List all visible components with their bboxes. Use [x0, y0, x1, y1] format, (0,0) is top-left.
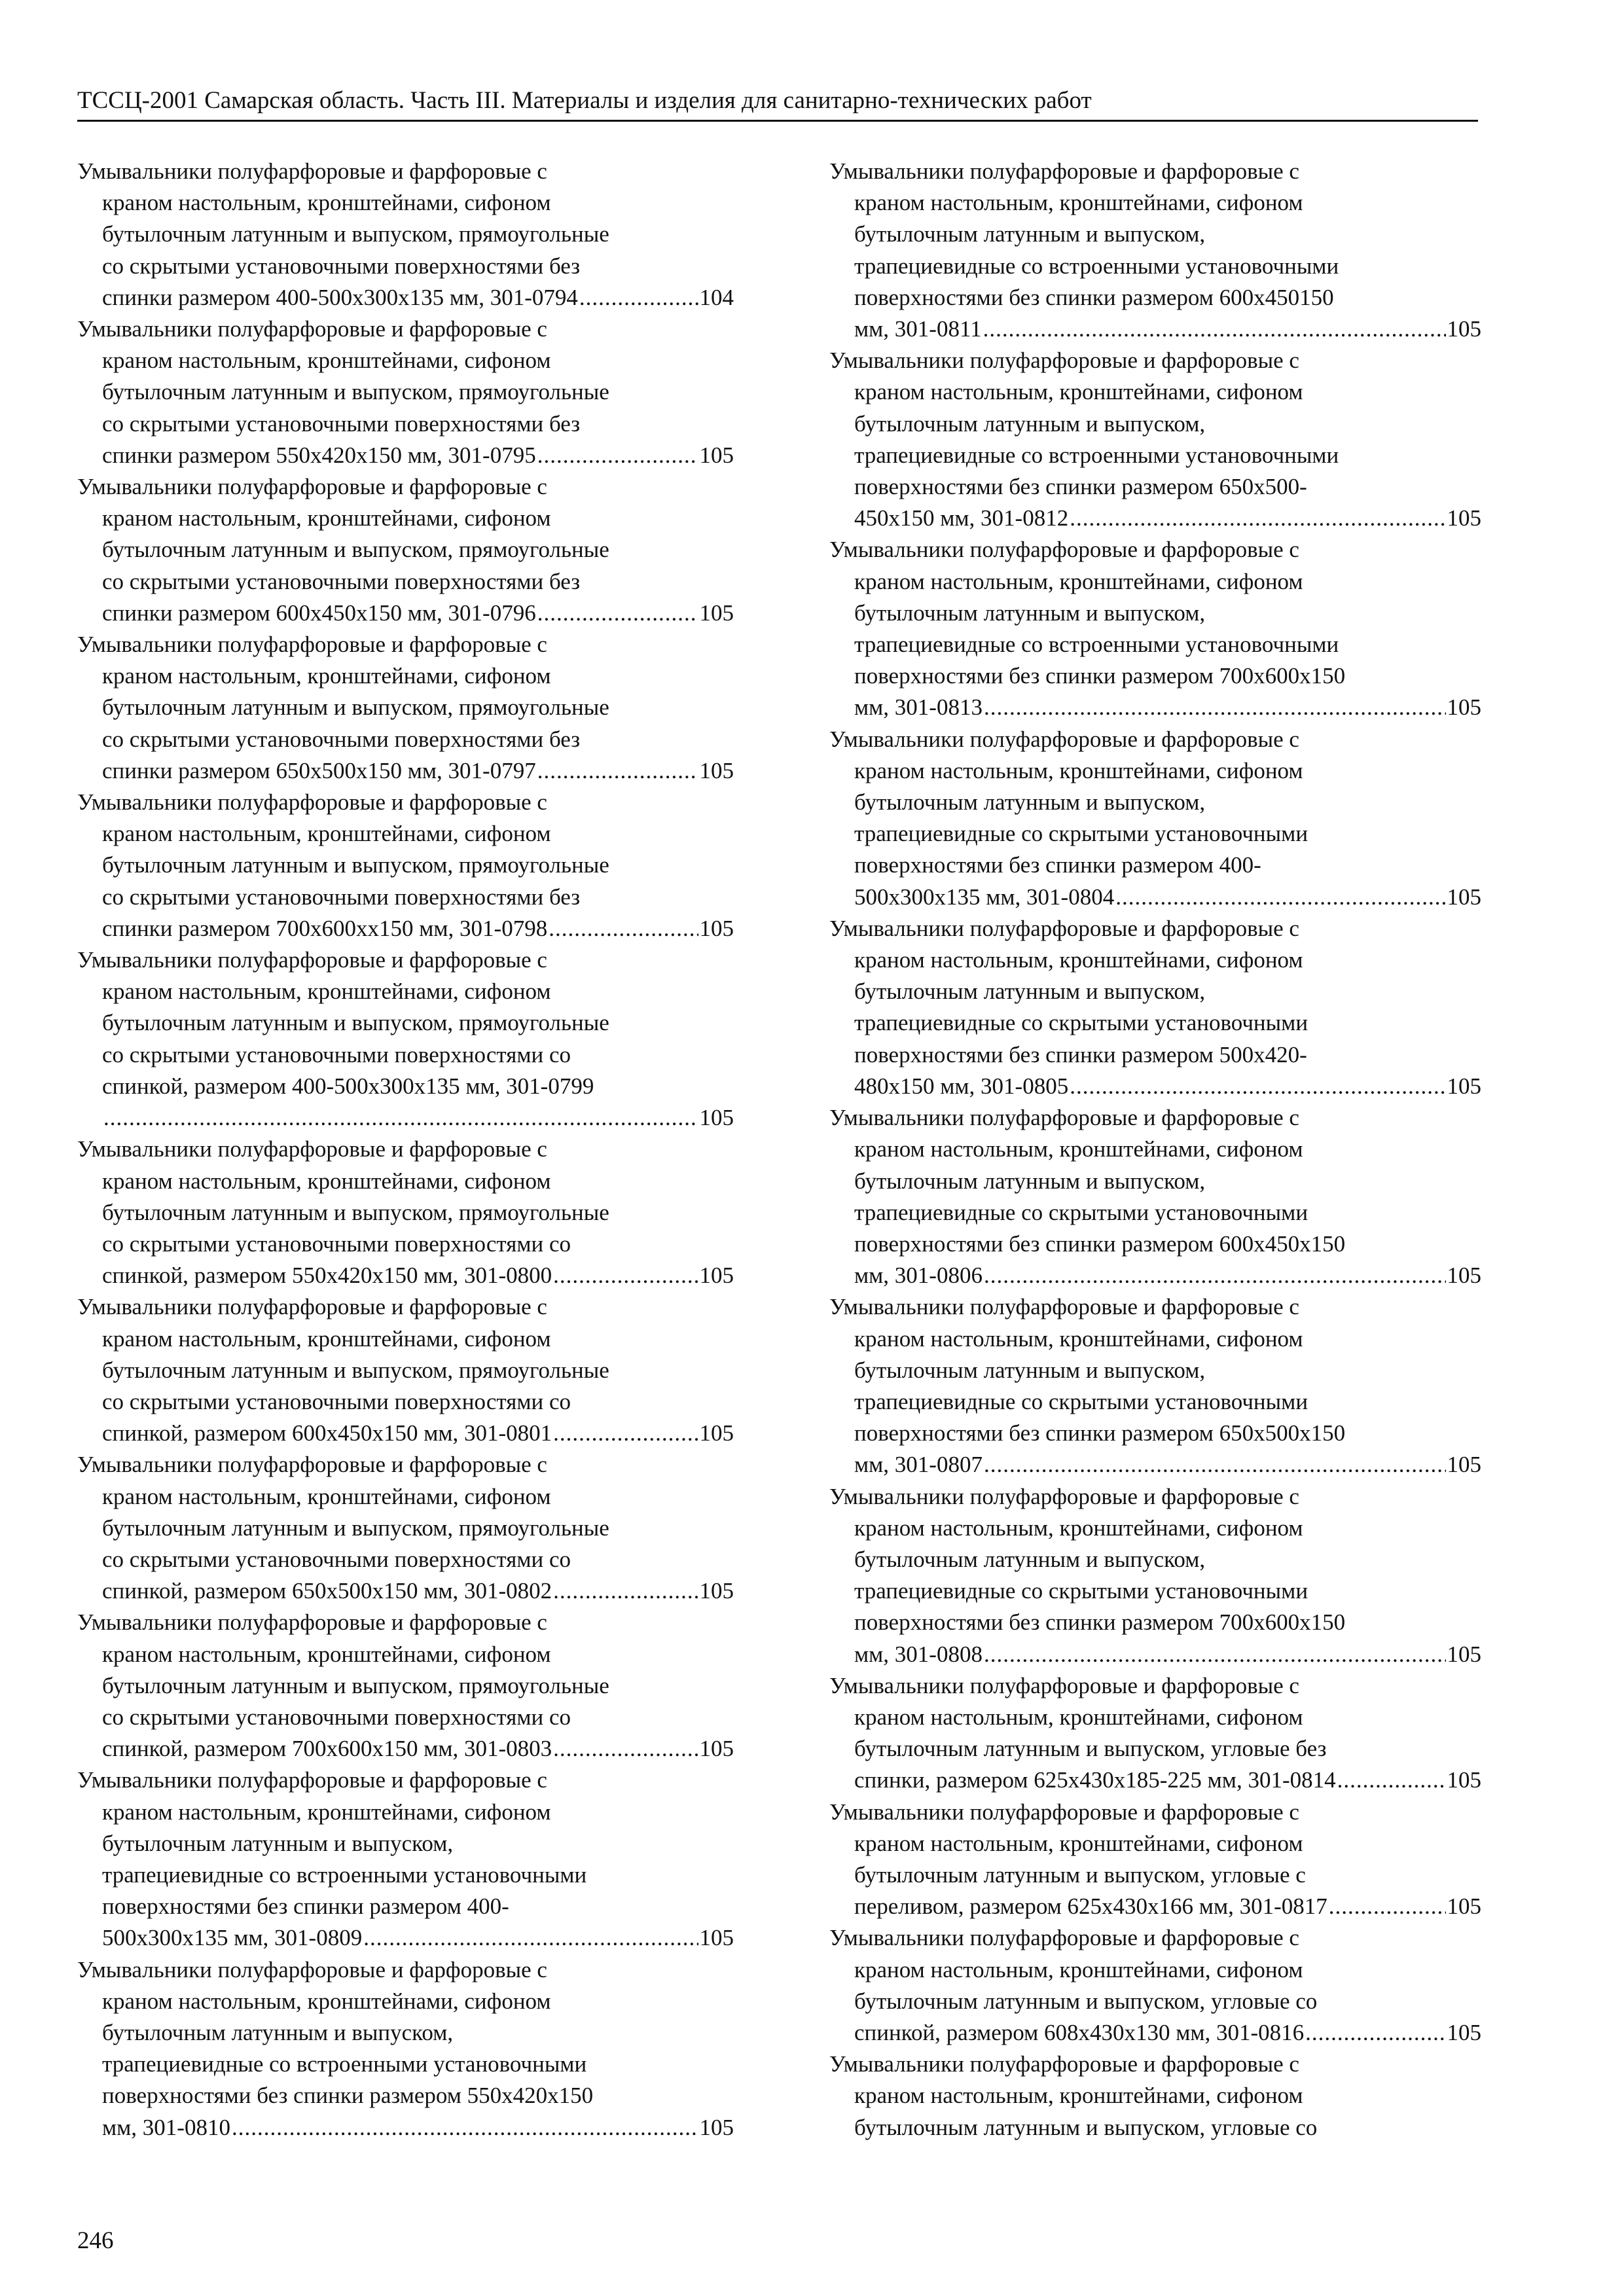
- entry-text-line: со скрытыми установочными поверхностями без: [102, 410, 581, 437]
- dot-leader: [553, 1733, 698, 1765]
- entry-text-line: краном настольным, кронштейнами, сифоном: [102, 348, 551, 374]
- index-entry: [77, 471, 734, 629]
- entry-text-line: со скрытыми установочными поверхностями без: [102, 884, 581, 910]
- entry-text-line: трапециевидные со скрытыми установочными: [854, 1010, 1308, 1036]
- entry-text-line: бутылочным латунным и выпуском, угловые с: [854, 1861, 1306, 1888]
- entry-text-line: бутылочным латунным и выпуском, прямоугольные: [102, 694, 609, 721]
- entry-title-line: Умывальники полуфарфоровые и фарфоровые с: [77, 632, 547, 658]
- entry-page-number: 105: [1447, 694, 1481, 721]
- entry-text-line: трапециевидные со встроенными установочными: [854, 253, 1339, 279]
- entry-code-text: спинкой, размером 550x420x150 мм, 301-0800: [102, 1263, 552, 1289]
- entry-text-line: краном настольным, кронштейнами, сифоном: [102, 1168, 551, 1194]
- entry-code-text: 450x150 мм, 301-0812: [854, 505, 1069, 531]
- dot-leader: [103, 1102, 698, 1134]
- entry-text-line: поверхностями без спинки размером 700x600x150: [854, 663, 1346, 689]
- entry-text-line: трапециевидные со встроенными установочными: [854, 442, 1339, 468]
- dot-leader: [983, 314, 1446, 345]
- index-entry: [77, 1954, 734, 2144]
- entry-text-line: краном настольным, кронштейнами, сифоном: [102, 1799, 551, 1825]
- dot-leader: [1305, 2017, 1445, 2049]
- entry-text-line: трапециевидные со скрытыми установочными: [854, 821, 1308, 847]
- entry-code-text: мм, 301-0808: [854, 1641, 983, 1667]
- entry-code-text: 480x150 мм, 301-0805: [854, 1073, 1069, 1099]
- entry-last-line: [77, 1575, 734, 1607]
- entry-text-line: бутылочным латунным и выпуском, прямоугольные: [102, 537, 609, 563]
- entry-code-text: мм, 301-0807: [854, 1452, 983, 1478]
- index-entry: [77, 787, 734, 944]
- entry-title-line: Умывальники полуфарфоровые и фарфоровые с: [77, 158, 547, 184]
- entry-text-line: бутылочным латунным и выпуском,: [854, 410, 1206, 437]
- entry-text-line: краном настольным, кронштейнами, сифоном: [854, 947, 1303, 973]
- entry-last-line: [829, 882, 1481, 913]
- entry-title-line: Умывальники полуфарфоровые и фарфоровые с: [829, 1672, 1299, 1698]
- entry-title-line: Умывальники полуфарфоровые и фарфоровые с: [77, 1452, 547, 1478]
- entry-page-number: 105: [699, 1105, 734, 1131]
- entry-text-line: трапециевидные со скрытыми установочными: [854, 1388, 1308, 1414]
- dot-leader: [553, 1260, 698, 1291]
- entry-page-number: 105: [1447, 1893, 1481, 1920]
- entry-text-line: краном настольным, кронштейнами, сифоном: [854, 1325, 1303, 1352]
- entry-code-text: спинки, размером 625x430x185-225 мм, 301-0814: [854, 1767, 1336, 1793]
- dot-leader: [1329, 1891, 1446, 1922]
- entry-text-line: бутылочным латунным и выпуском,: [854, 1546, 1206, 1572]
- entry-title-line: Умывальники полуфарфоровые и фарфоровые с: [77, 474, 547, 500]
- entry-text-line: бутылочным латунным и выпуском, прямоугольные: [102, 1010, 609, 1036]
- entry-last-line: [77, 440, 734, 471]
- entry-text-line: трапециевидные со встроенными установочными: [102, 1861, 587, 1888]
- entry-text-line: бутылочным латунным и выпуском, прямоугольные: [102, 852, 609, 878]
- entry-last-line: [829, 1639, 1481, 1670]
- dot-leader: [537, 598, 698, 629]
- index-entry: [77, 1765, 734, 1954]
- entry-text-line: краном настольным, кронштейнами, сифоном: [102, 1325, 551, 1352]
- entry-text-line: бутылочным латунным и выпуском, прямоугольные: [102, 221, 609, 247]
- entry-last-line: [77, 913, 734, 944]
- entry-page-number: 105: [699, 442, 734, 468]
- entry-last-line: [829, 1071, 1481, 1102]
- entry-text-line: краном настольным, кронштейнами, сифоном: [854, 1830, 1303, 1856]
- entry-title-line: Умывальники полуфарфоровые и фарфоровые с: [829, 726, 1299, 752]
- entry-code-text: спинки размером 650x500x150 мм, 301-0797: [102, 757, 536, 783]
- entry-title-line: Умывальники полуфарфоровые и фарфоровые с: [829, 1925, 1299, 1951]
- entry-title-line: Умывальники полуфарфоровые и фарфоровые с: [829, 348, 1299, 374]
- entry-last-line: [829, 314, 1481, 345]
- entry-last-line: [77, 1260, 734, 1291]
- entry-code-text: спинкой, размером 650x500x150 мм, 301-0802: [102, 1578, 552, 1604]
- entry-title-line: Умывальники полуфарфоровые и фарфоровые с: [77, 789, 547, 816]
- entry-code-text: 500x300x135 мм, 301-0809: [102, 1925, 363, 1951]
- entry-page-number: 105: [1447, 505, 1481, 531]
- dot-leader: [984, 692, 1446, 723]
- entry-text-line: краном настольным, кронштейнами, сифоном: [102, 663, 551, 689]
- entry-title-line: Умывальники полуфарфоровые и фарфоровые с: [77, 1956, 547, 1982]
- entry-text-line: трапециевидные со скрытыми установочными: [854, 1578, 1308, 1604]
- entry-page-number: 105: [1447, 2019, 1481, 2045]
- entry-last-line: [829, 1449, 1481, 1480]
- index-entry: [829, 1481, 1481, 1670]
- entry-page-number: 105: [699, 1925, 734, 1951]
- entry-text-line: бутылочным латунным и выпуском, угловые без: [854, 1736, 1327, 1762]
- entry-last-line: [77, 282, 734, 314]
- index-entry: [77, 944, 734, 1134]
- entry-page-number: 105: [1447, 1073, 1481, 1099]
- entry-text-line: бутылочным латунным и выпуском, прямоугольные: [102, 1357, 609, 1383]
- dot-leader: [579, 282, 698, 314]
- entry-code-text: спинки размером 600x450x150 мм, 301-0796: [102, 600, 536, 626]
- entry-text-line: со скрытыми установочными поверхностями со: [102, 1388, 571, 1414]
- entry-text-line: бутылочным латунным и выпуском,: [854, 1168, 1206, 1194]
- entry-page-number: 105: [699, 757, 734, 783]
- entry-code-text: 500x300x135 мм, 301-0804: [854, 884, 1115, 910]
- entry-text-line: краном настольным, кронштейнами, сифоном: [102, 1483, 551, 1509]
- entry-text-line: краном настольным, кронштейнами, сифоном: [854, 1956, 1303, 1982]
- index-entry: [77, 1607, 734, 1765]
- entry-title-line: Умывальники полуфарфоровые и фарфоровые с: [829, 2051, 1299, 2077]
- entry-page-number: 104: [699, 284, 734, 310]
- dot-leader: [537, 755, 698, 787]
- dot-leader: [232, 2112, 698, 2144]
- entry-text-line: краном настольным, кронштейнами, сифоном: [854, 757, 1303, 783]
- entry-text-line: поверхностями без спинки размером 600x450150: [854, 284, 1334, 310]
- index-entry: [829, 156, 1481, 345]
- entry-text-line: краном настольным, кронштейнами, сифоном: [102, 1988, 551, 2014]
- entry-code-text: спинки размером 700x600xx150 мм, 301-0798: [102, 915, 548, 941]
- entry-text-line: трапециевидные со скрытыми установочными: [854, 1199, 1308, 1225]
- entry-text-line: краном настольным, кронштейнами, сифоном: [854, 1515, 1303, 1541]
- dot-leader: [553, 1418, 698, 1449]
- index-entry: [77, 629, 734, 787]
- page-number: 246: [77, 2227, 114, 2254]
- dot-leader: [1070, 1071, 1445, 1102]
- entry-text-line: бутылочным латунным и выпуском,: [854, 789, 1206, 816]
- dot-leader: [553, 1575, 698, 1607]
- entry-text-line: бутылочным латунным и выпуском, прямоугольные: [102, 1515, 609, 1541]
- entry-text-line: бутылочным латунным и выпуском, прямоугольные: [102, 379, 609, 405]
- dot-leader: [363, 1922, 698, 1954]
- entry-title-line: Умывальники полуфарфоровые и фарфоровые с: [77, 1767, 547, 1793]
- index-entry: [829, 1670, 1481, 1797]
- entry-last-line: [829, 2017, 1481, 2049]
- header-rule: [77, 120, 1478, 122]
- entry-page-number: 105: [1447, 884, 1481, 910]
- entry-title-line: Умывальники полуфарфоровые и фарфоровые с: [829, 1105, 1299, 1131]
- entry-text-line: со скрытыми установочными поверхностями со: [102, 1704, 571, 1730]
- entry-text-line: поверхностями без спинки размером 400-: [102, 1893, 509, 1920]
- entry-page-number: 105: [699, 1578, 734, 1604]
- entry-text-line: краном настольным, кронштейнами, сифоном: [854, 1136, 1303, 1162]
- entry-text-line: бутылочным латунным и выпуском,: [854, 221, 1206, 247]
- index-entry: [77, 156, 734, 314]
- index-entry: [829, 724, 1481, 913]
- entry-text-line: краном настольным, кронштейнами, сифоном: [854, 190, 1303, 216]
- entry-text-line: краном настольным, кронштейнами, сифоном: [102, 1641, 551, 1667]
- entry-text-line: поверхностями без спинки размером 650x500-: [854, 474, 1307, 500]
- entry-text-line: поверхностями без спинки размером 700x600x150: [854, 1609, 1346, 1636]
- entry-text-line: бутылочным латунным и выпуском, угловые со: [854, 1988, 1318, 2014]
- dot-leader: [984, 1260, 1446, 1291]
- dot-leader: [537, 440, 698, 471]
- entry-code-text: спинки размером 550x420x150 мм, 301-0795: [102, 442, 536, 468]
- entry-title-line: Умывальники полуфарфоровые и фарфоровые с: [77, 1294, 547, 1320]
- entry-text-line: трапециевидные со встроенными установочными: [854, 632, 1339, 658]
- entry-last-line: [77, 1922, 734, 1954]
- entry-text-line: со скрытыми установочными поверхностями без: [102, 253, 581, 279]
- entry-page-number: 105: [1447, 1767, 1481, 1793]
- entry-code-text: спинкой, размером 700x600x150 мм, 301-0803: [102, 1736, 552, 1762]
- entry-page-number: 105: [1447, 316, 1481, 342]
- entry-text-line: со скрытыми установочными поверхностями без: [102, 726, 581, 752]
- entry-page-number: 105: [699, 600, 734, 626]
- entry-text-line: бутылочным латунным и выпуском,: [102, 2019, 454, 2045]
- entry-last-line: [829, 503, 1481, 534]
- entry-code-text: мм, 301-0811: [854, 316, 982, 342]
- index-entry: [829, 345, 1481, 534]
- entry-text-line: со скрытыми установочными поверхностями без: [102, 568, 581, 594]
- entry-page-number: 105: [699, 1736, 734, 1762]
- entry-last-line: [77, 598, 734, 629]
- dot-leader: [1115, 882, 1445, 913]
- index-entry: [829, 1922, 1481, 2049]
- entry-last-line: [829, 1891, 1481, 1922]
- entry-title-line: Умывальники полуфарфоровые и фарфоровые с: [77, 1136, 547, 1162]
- entry-title-line: Умывальники полуфарфоровые и фарфоровые с: [829, 1799, 1299, 1825]
- dot-leader: [984, 1449, 1446, 1480]
- entry-title-line: Умывальники полуфарфоровые и фарфоровые с: [829, 158, 1299, 184]
- entry-text-line: краном настольным, кронштейнами, сифоном: [102, 821, 551, 847]
- entry-last-line: [77, 755, 734, 787]
- entry-code-text: спинкой, размером 600x450x150 мм, 301-0801: [102, 1420, 552, 1446]
- entry-text-line: со скрытыми установочными поверхностями со: [102, 1230, 571, 1257]
- entry-last-line: [829, 1765, 1481, 1796]
- dot-leader: [984, 1639, 1446, 1670]
- entry-page-number: 105: [1447, 1263, 1481, 1289]
- index-entry: [829, 1291, 1481, 1480]
- dot-leader: [1337, 1765, 1446, 1796]
- entry-text-line: краном настольным, кронштейнами, сифоном: [854, 568, 1303, 594]
- entry-code-text: мм, 301-0810: [102, 2114, 230, 2140]
- entry-text-line: бутылочным латунным и выпуском,: [854, 600, 1206, 626]
- index-entry: [829, 534, 1481, 723]
- entry-page-number: 105: [699, 2114, 734, 2140]
- index-entry: [829, 1797, 1481, 1923]
- entry-title-line: Умывальники полуфарфоровые и фарфоровые с: [829, 537, 1299, 563]
- entry-last-line: [829, 1260, 1481, 1291]
- entry-text-line: бутылочным латунным и выпуском,: [854, 978, 1206, 1005]
- entry-last-line: [77, 1102, 734, 1134]
- entry-last-line: [829, 692, 1481, 723]
- entry-text-line: поверхностями без спинки размером 650x500x150: [854, 1420, 1346, 1446]
- entry-text-line: трапециевидные со встроенными установочными: [102, 2051, 587, 2077]
- entry-text-line: бутылочным латунным и выпуском, угловые со: [854, 2114, 1318, 2140]
- entry-title-line: Умывальники полуфарфоровые и фарфоровые с: [829, 915, 1299, 941]
- entry-page-number: 105: [699, 1420, 734, 1446]
- entry-code-text: мм, 301-0806: [854, 1263, 983, 1289]
- entry-code-text: мм, 301-0813: [854, 694, 983, 721]
- entry-text-line: со скрытыми установочными поверхностями со: [102, 1546, 571, 1572]
- index-entry: [77, 1291, 734, 1449]
- entry-text-line: краном настольным, кронштейнами, сифоном: [102, 505, 551, 531]
- index-column-right: [829, 156, 1481, 2144]
- index-entry: [829, 913, 1481, 1102]
- entry-text-line: поверхностями без спинки размером 400-: [854, 852, 1261, 878]
- entry-code-text: спинкой, размером 608x430x130 мм, 301-0816: [854, 2019, 1305, 2045]
- index-entry: [77, 314, 734, 471]
- entry-text-line: бутылочным латунным и выпуском, прямоугольные: [102, 1199, 609, 1225]
- entry-page-number: 105: [1447, 1641, 1481, 1667]
- entry-text-line: бутылочным латунным и выпуском,: [102, 1830, 454, 1856]
- entry-last-line: [77, 2112, 734, 2144]
- running-header: ТССЦ-2001 Самарская область. Часть III. Материалы и изделия для санитарно-технических работ: [77, 87, 1092, 114]
- index-column-left: [77, 156, 734, 2144]
- entry-text-line: поверхностями без спинки размером 600x450x150: [854, 1230, 1346, 1257]
- entry-text-line: краном настольным, кронштейнами, сифоном: [102, 190, 551, 216]
- entry-text-line: спинкой, размером 400-500x300x135 мм, 301-0799: [102, 1073, 594, 1099]
- entry-text-line: краном настольным, кронштейнами, сифоном: [854, 379, 1303, 405]
- dot-leader: [1070, 503, 1445, 534]
- index-entry: [829, 2049, 1481, 2144]
- entry-text-line: со скрытыми установочными поверхностями со: [102, 1041, 571, 1067]
- entry-page-number: 105: [699, 1263, 734, 1289]
- entry-code-text: переливом, размером 625x430x166 мм, 301-0817: [854, 1893, 1327, 1920]
- index-entry: [77, 1449, 734, 1607]
- entry-title-line: Умывальники полуфарфоровые и фарфоровые с: [77, 947, 547, 973]
- entry-title-line: Умывальники полуфарфоровые и фарфоровые с: [829, 1483, 1299, 1509]
- entry-last-line: [77, 1733, 734, 1765]
- index-entry: [829, 1102, 1481, 1291]
- entry-text-line: поверхностями без спинки размером 550x420x150: [102, 2083, 594, 2109]
- dot-leader: [549, 913, 698, 944]
- entry-page-number: 105: [1447, 1452, 1481, 1478]
- entry-text-line: краном настольным, кронштейнами, сифоном: [102, 978, 551, 1005]
- entry-code-text: спинки размером 400-500x300x135 мм, 301-0794: [102, 284, 578, 310]
- entry-text-line: бутылочным латунным и выпуском, прямоугольные: [102, 1672, 609, 1698]
- entry-text-line: бутылочным латунным и выпуском,: [854, 1357, 1206, 1383]
- entry-text-line: поверхностями без спинки размером 500x420-: [854, 1041, 1307, 1067]
- entry-text-line: краном настольным, кронштейнами, сифоном: [854, 2083, 1303, 2109]
- entry-last-line: [77, 1418, 734, 1449]
- entry-title-line: Умывальники полуфарфоровые и фарфоровые с: [829, 1294, 1299, 1320]
- entry-page-number: 105: [699, 915, 734, 941]
- entry-title-line: Умывальники полуфарфоровые и фарфоровые с: [77, 316, 547, 342]
- entry-text-line: краном настольным, кронштейнами, сифоном: [854, 1704, 1303, 1730]
- entry-title-line: Умывальники полуфарфоровые и фарфоровые с: [77, 1609, 547, 1636]
- index-entry: [77, 1134, 734, 1291]
